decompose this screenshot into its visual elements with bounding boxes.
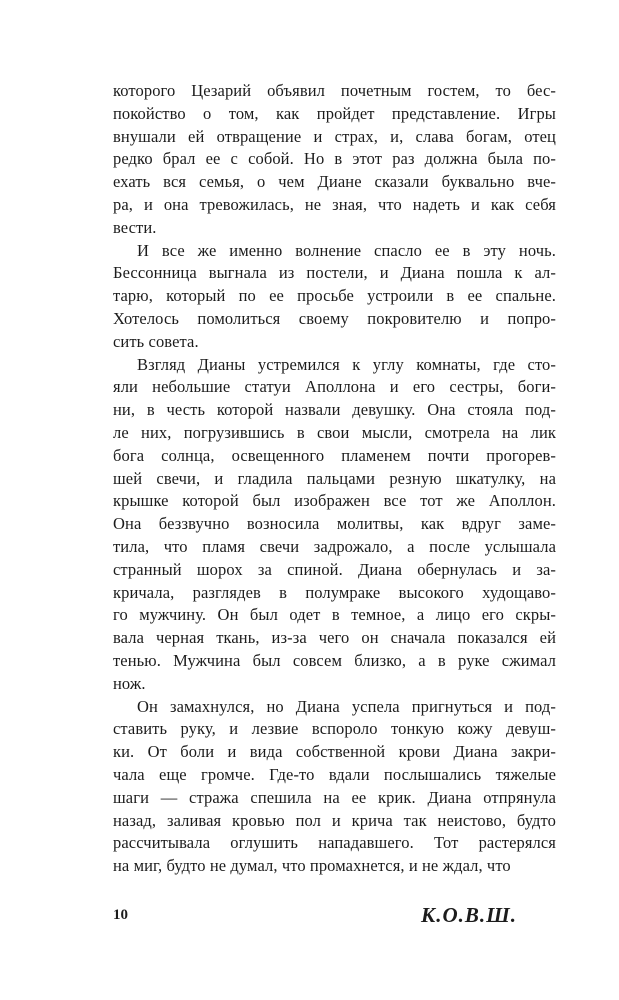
paragraph [113,696,556,878]
paragraph [113,80,556,240]
text-line: И все же именно волнение спасло ее в эту ночь. [137,240,556,260]
text-line: на миг, будто не думал, что промахнется, и не ждал, что [113,856,511,876]
text-line: Он замахнулся, но Диана успела пригнуться и под- [137,696,556,716]
page-footer [113,903,556,933]
text-line: ставить руку, и лезвие вспороло тонкую кожу девуш- [113,719,556,739]
page-number: 10 [113,907,128,923]
text-line: редко брал ее с собой. Но в этот раз должна была по- [113,149,556,169]
text-line: крышке которой был изображен все тот же Аполлон. [113,491,556,511]
page-text [113,80,556,878]
paragraph [113,240,556,354]
text-line: бога солнца, освещенного пламенем почти прогорев- [113,445,556,465]
text-line: Бессонница выгнала из постели, и Диана пошла к ал- [113,263,556,283]
paragraph [113,354,556,696]
text-line: чала еще громче. Где-то вдали послышались тяжелые [113,764,556,784]
text-line: Хотелось помолиться своему покровителю и попро- [113,308,556,328]
text-line: Взгляд Дианы устремился к углу комнаты, где сто- [137,354,556,374]
text-line: шаги — стража спешила на ее крик. Диана отпрянула [113,787,556,807]
text-line: ни, в честь которой назвали девушку. Она стояла под- [113,400,556,420]
text-line: яли небольшие статуи Аполлона и его сестры, боги- [113,377,556,397]
text-line: странный шорох за спиной. Диана обернулась и за- [113,559,556,579]
text-line: сить совета. [113,331,199,351]
text-line: внушали ей отвращение и страх, и, слава богам, отец [113,126,556,146]
text-line: рассчитывала оглушить нападавшего. Тот растерялся [113,833,556,853]
text-line: тила, что пламя свечи задрожало, а после услышала [113,536,556,556]
text-line: вала черная ткань, из-за чего он сначала показался ей [113,628,556,648]
text-line: тенью. Мужчина был совсем близко, а в руке сжимал [113,650,556,670]
text-line: ра, и она тревожилась, не зная, что надеть и как себя [113,194,556,214]
text-line: нож. [113,673,146,693]
text-line: назад, заливая кровью пол и крича так неистово, будто [113,810,556,830]
text-line: ле них, погрузившись в свои мысли, смотрела на лик [113,422,556,442]
text-line: тарю, который по ее просьбе устроили в ее спальне. [113,286,556,306]
text-line: которого Цезарий объявил почетным гостем, то бес- [113,81,556,100]
text-line: шей свечи, и гладила пальцами резную шкатулку, на [113,468,556,488]
text-line: го мужчину. Он был одет в темное, а лицо его скры- [113,605,556,625]
text-line: вести. [113,217,157,237]
text-line: покойство о том, как пройдет представление. Игры [113,103,556,123]
text-line: кричала, разглядев в полумраке высокого худощаво- [113,582,556,602]
text-line: ехать вся семья, о чем Диане сказали буквально вче- [113,172,556,192]
text-line: ки. От боли и вида собственной крови Диана закри- [113,742,556,762]
text-line: Она беззвучно возносила молитвы, как вдруг заме- [113,514,556,534]
author-signature: К.О.В.Ш. [421,903,518,927]
